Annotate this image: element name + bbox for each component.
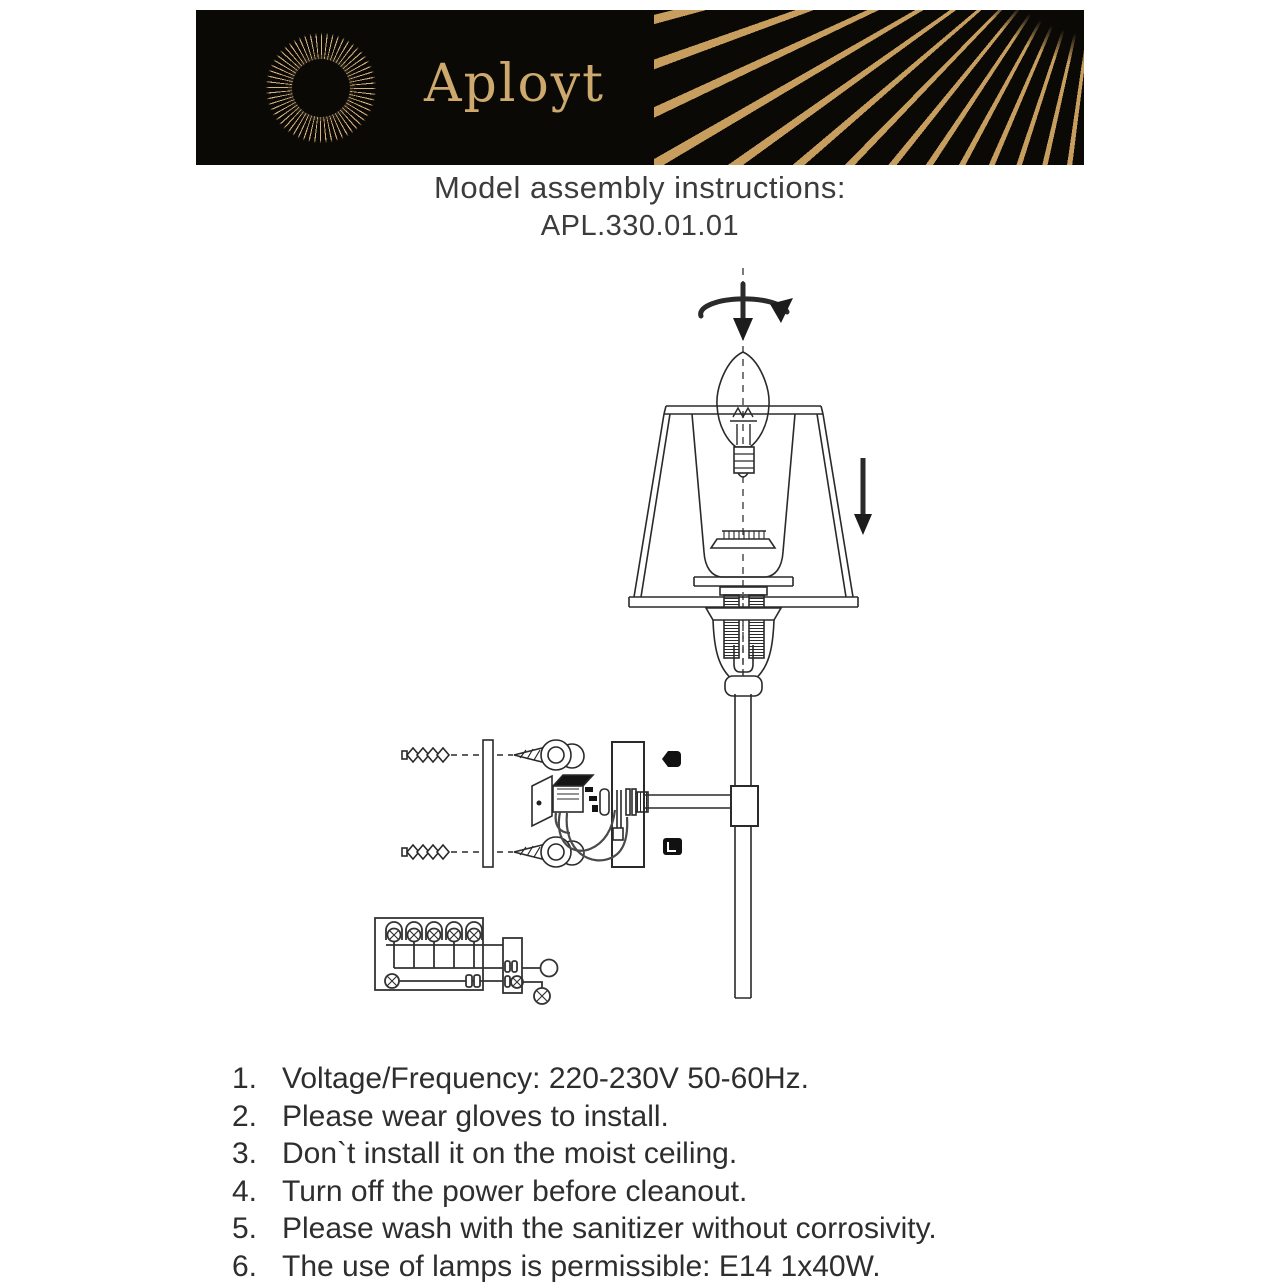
brand-logo-text: Aployt (424, 58, 605, 110)
wall-plate (483, 740, 493, 867)
item-number: 6. (232, 1248, 282, 1285)
instruction-item (232, 1210, 1092, 1248)
stem-tube (735, 694, 751, 998)
item-text: Please wear gloves to install. (282, 1098, 1092, 1136)
item-number: 2. (232, 1098, 282, 1136)
mounting-screw-bottom (514, 837, 584, 867)
terminal-screws (386, 922, 482, 942)
wall-anchor-top (402, 748, 449, 762)
screw-icon-bottom (663, 838, 682, 855)
socket (713, 587, 774, 696)
item-number: 3. (232, 1135, 282, 1173)
item-number: 1. (232, 1060, 282, 1098)
instruction-item (232, 1248, 1092, 1285)
wiring-diagram (375, 918, 558, 1004)
instruction-list (232, 1060, 1092, 1285)
item-number: 4. (232, 1173, 282, 1211)
item-text: Voltage/Frequency: 220-230V 50-60Hz. (282, 1060, 1092, 1098)
mounting-screw-top (514, 740, 584, 770)
junction-box (532, 775, 598, 826)
lampshade-bottom-ring (629, 597, 858, 620)
item-text: The use of lamps is permissible: E14 1x40W. (282, 1248, 1092, 1285)
down-arrow-icon (854, 458, 872, 535)
instruction-item (232, 1135, 1092, 1173)
item-number: 5. (232, 1210, 282, 1248)
instruction-item (232, 1060, 1092, 1098)
screw-icon-top (662, 751, 681, 767)
instruction-item (232, 1098, 1092, 1136)
page-title: Model assembly instructions: (0, 170, 1280, 206)
rotation-arrow-icon (701, 284, 793, 341)
item-text: Turn off the power before cleanout. (282, 1173, 1092, 1211)
item-text: Don`t install it on the moist ceiling. (282, 1135, 1092, 1173)
model-number: APL.330.01.01 (0, 210, 1280, 243)
wall-anchor-bottom (402, 845, 449, 859)
instruction-item (232, 1173, 1092, 1211)
item-text: Please wash with the sanitizer without corrosivity. (282, 1210, 1092, 1248)
tee-junction (731, 786, 758, 826)
alignment-dashed-lines (451, 755, 513, 852)
